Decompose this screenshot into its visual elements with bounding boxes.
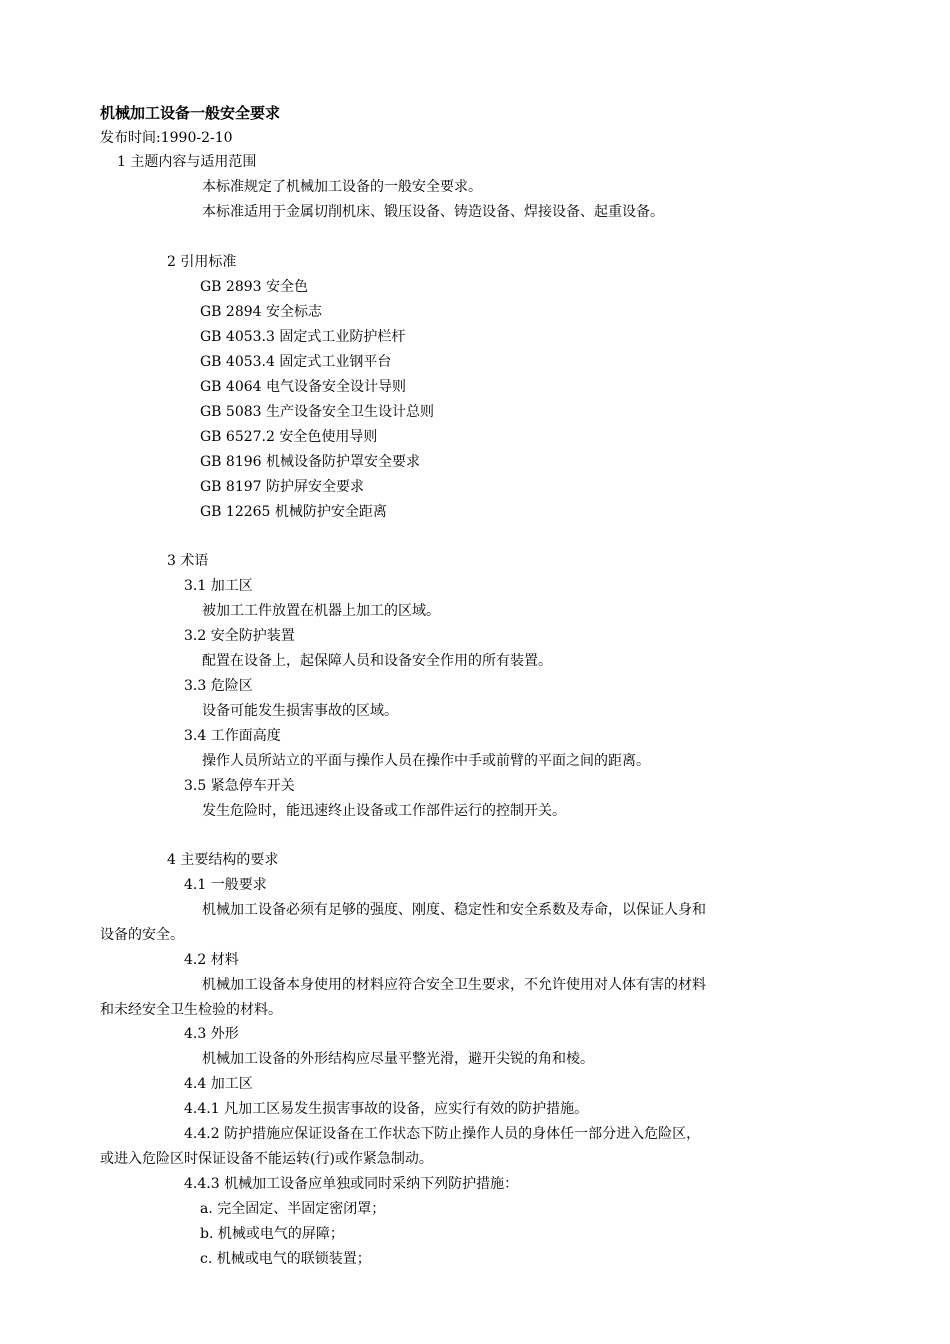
reference-item: GB 4064 电气设备安全设计导则 bbox=[200, 379, 407, 395]
publish-date: 发布时间:1990-2-10 bbox=[100, 130, 233, 146]
paragraph-line: 4.4.1 凡加工区易发生损害事故的设备，应实行有效的防护措施。 bbox=[184, 1101, 589, 1117]
list-item: c. 机械或电气的联锁装置； bbox=[200, 1251, 371, 1267]
subsection-heading: 4.4 加工区 bbox=[184, 1076, 253, 1092]
reference-item: GB 2893 安全色 bbox=[200, 279, 309, 295]
reference-item: GB 6527.2 安全色使用导则 bbox=[200, 429, 378, 445]
term-heading: 3.5 紧急停车开关 bbox=[184, 778, 295, 794]
paragraph-line: 机械加工设备本身使用的材料应符合安全卫生要求，不允许使用对人体有害的材料 bbox=[202, 977, 706, 993]
section-3-heading: 3 术语 bbox=[167, 553, 209, 569]
paragraph-line: 4.4.3 机械加工设备应单独或同时采纳下列防护措施： bbox=[184, 1176, 519, 1192]
paragraph-line: 和未经安全卫生检验的材料。 bbox=[100, 1002, 282, 1018]
paragraph-line: 或进入危险区时保证设备不能运转(行)或作紧急制动。 bbox=[100, 1151, 433, 1167]
paragraph-line: 设备的安全。 bbox=[100, 927, 184, 943]
list-item: a. 完全固定、半固定密闭罩； bbox=[200, 1201, 386, 1217]
section-1-heading: 1 主题内容与适用范围 bbox=[117, 154, 257, 170]
term-heading: 3.3 危险区 bbox=[184, 678, 253, 694]
subsection-heading: 4.3 外形 bbox=[184, 1026, 239, 1042]
document-title: 机械加工设备一般安全要求 bbox=[100, 104, 281, 122]
term-heading: 3.1 加工区 bbox=[184, 578, 253, 594]
reference-item: GB 5083 生产设备安全卫生设计总则 bbox=[200, 404, 435, 420]
term-definition: 操作人员所站立的平面与操作人员在操作中手或前臂的平面之间的距离。 bbox=[202, 753, 650, 769]
reference-item: GB 8196 机械设备防护罩安全要求 bbox=[200, 454, 421, 470]
reference-item: GB 4053.4 固定式工业钢平台 bbox=[200, 354, 392, 370]
term-heading: 3.2 安全防护装置 bbox=[184, 628, 295, 644]
paragraph-line: 4.4.2 防护措施应保证设备在工作状态下防止操作人员的身体任一部分进入危险区， bbox=[184, 1126, 701, 1142]
list-item: b. 机械或电气的屏障； bbox=[200, 1226, 344, 1242]
section-1-paragraph: 本标准适用于金属切削机床、锻压设备、铸造设备、焊接设备、起重设备。 bbox=[202, 204, 664, 220]
subsection-heading: 4.1 一般要求 bbox=[184, 877, 267, 893]
reference-item: GB 8197 防护屏安全要求 bbox=[200, 479, 365, 495]
reference-item: GB 12265 机械防护安全距离 bbox=[200, 504, 387, 520]
reference-item: GB 4053.3 固定式工业防护栏杆 bbox=[200, 329, 406, 345]
subsection-heading: 4.2 材料 bbox=[184, 952, 239, 968]
section-1-paragraph: 本标准规定了机械加工设备的一般安全要求。 bbox=[202, 179, 482, 195]
section-4-heading: 4 主要结构的要求 bbox=[167, 852, 279, 868]
term-definition: 设备可能发生损害事故的区域。 bbox=[202, 703, 398, 719]
paragraph-line: 机械加工设备必须有足够的强度、刚度、稳定性和安全系数及寿命，以保证人身和 bbox=[202, 902, 706, 918]
term-definition: 被加工工件放置在机器上加工的区域。 bbox=[202, 603, 440, 619]
term-heading: 3.4 工作面高度 bbox=[184, 728, 281, 744]
section-2-heading: 2 引用标准 bbox=[167, 254, 237, 270]
reference-item: GB 2894 安全标志 bbox=[200, 304, 323, 320]
term-definition: 发生危险时，能迅速终止设备或工作部件运行的控制开关。 bbox=[202, 803, 566, 819]
paragraph-line: 机械加工设备的外形结构应尽量平整光滑，避开尖锐的角和棱。 bbox=[202, 1051, 594, 1067]
term-definition: 配置在设备上，起保障人员和设备安全作用的所有装置。 bbox=[202, 653, 552, 669]
